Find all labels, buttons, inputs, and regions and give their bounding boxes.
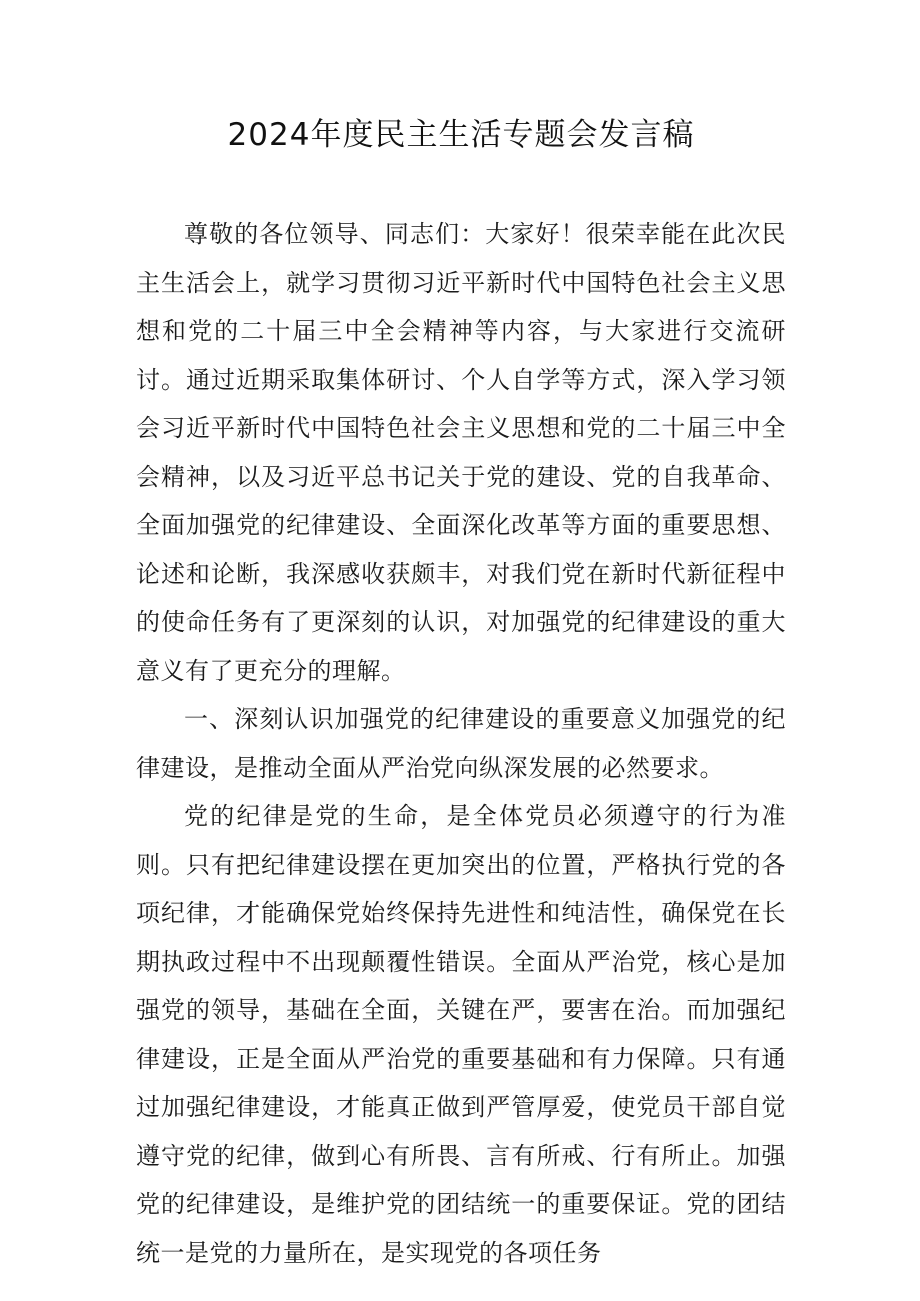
paragraph-discipline: 党的纪律是党的生命，是全体党员必须遵守的行为准则。只有把纪律建设摆在更加突出的位置，严格执行党的各项纪律，才能确保党始终保持先进性和纯洁性，确保党在长期执政过程中不出现颠覆性错误。全面从严治党，核心是加强党的领导，基础在全面，关键在严，要害在治。而加强纪律建设，正是全面从严治党的重要基础和有力保障。只有通过加强纪律建设，才能真正做到严管厚爱，使党员干部自觉遵守党的纪律，做到心有所畏、言有所戒、行有所止。加强党的纪律建设，是维护党的团结统一的重要保证。党的团结统一是党的力量所在，是实现党的各项任务 bbox=[136, 802, 786, 1267]
paragraph-section-one: 一、深刻认识加强党的纪律建设的重要意义加强党的纪律建设，是推动全面从严治党向纵深发展的必然要求。 bbox=[136, 705, 786, 782]
document-title: 2024年度民主生活专题会发言稿 bbox=[227, 117, 695, 153]
document-body bbox=[136, 210, 786, 1277]
paragraph-greeting: 尊敬的各位领导、同志们：大家好！很荣幸能在此次民主生活会上，就学习贯彻习近平新时代中国特色社会主义思想和党的二十届三中全会精神等内容，与大家进行交流研讨。通过近期采取集体研讨、个人自学等方式，深入学习领会习近平新时代中国特色社会主义思想和党的二十届三中全会精神，以及习近平总书记关于党的建设、党的自我革命、全面加强党的纪律建设、全面深化改革等方面的重要思想、论述和论断，我深感收获颇丰，对我们党在新时代新征程中的使命任务有了更深刻的认识，对加强党的纪律建设的重大意义有了更充分的理解。 bbox=[136, 220, 786, 685]
